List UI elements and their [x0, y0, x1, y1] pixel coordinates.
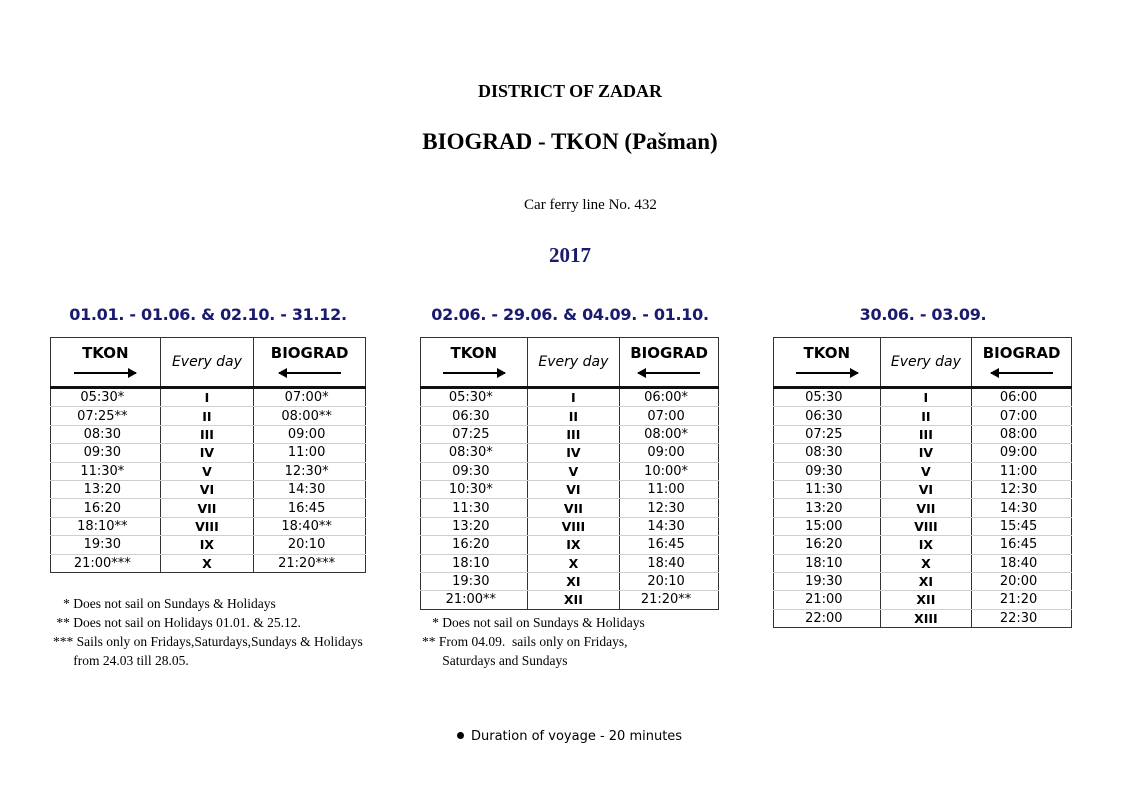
- trip-number: IX: [160, 536, 254, 554]
- table-row: [774, 591, 1072, 609]
- departure-biograd: 16:45: [254, 499, 366, 517]
- departure-biograd: 21:20**: [620, 591, 719, 609]
- timetable-1: [50, 337, 366, 573]
- departure-tkon: 11:30*: [51, 462, 161, 480]
- arrow-left-icon: [991, 368, 1053, 378]
- arrow-right-icon: [74, 368, 136, 378]
- trip-number: VIII: [160, 517, 254, 535]
- footnote: *** Sails only on Fridays,Saturdays,Sundays & Holidays: [53, 634, 363, 649]
- departure-biograd: 06:00*: [620, 388, 719, 407]
- departure-biograd: 08:00*: [620, 425, 719, 443]
- table-row: [421, 480, 719, 498]
- departure-tkon: 22:00: [774, 609, 881, 627]
- table-row: [51, 462, 366, 480]
- header-tkon: [421, 338, 528, 388]
- departure-biograd: 14:30: [620, 517, 719, 535]
- table-row: [774, 425, 1072, 443]
- route-title: BIOGRAD - TKON (Pašman): [422, 129, 718, 154]
- departure-tkon: 05:30: [774, 388, 881, 407]
- table-row: [421, 444, 719, 462]
- trip-number: XIII: [880, 609, 972, 627]
- departure-tkon: 07:25: [421, 425, 528, 443]
- trip-number: V: [880, 462, 972, 480]
- departure-biograd: 06:00: [972, 388, 1072, 407]
- header-every-day: Every day: [880, 338, 972, 388]
- table-row: [51, 388, 366, 407]
- trip-number: VII: [160, 499, 254, 517]
- period-heading-2: 02.06. - 29.06. & 04.09. - 01.10.: [431, 305, 709, 324]
- header-biograd: [972, 338, 1072, 388]
- trip-number: I: [527, 388, 620, 407]
- departure-biograd: 20:10: [254, 536, 366, 554]
- table-row: [51, 444, 366, 462]
- trip-number: XI: [880, 572, 972, 590]
- trip-number: VII: [880, 499, 972, 517]
- departure-tkon: 08:30*: [421, 444, 528, 462]
- table-row: [421, 517, 719, 535]
- table-row: [421, 407, 719, 425]
- table-row: [51, 480, 366, 498]
- departure-biograd: 22:30: [972, 609, 1072, 627]
- table-row: [774, 480, 1072, 498]
- departure-tkon: 11:30: [421, 499, 528, 517]
- footnote: * Does not sail on Sundays & Holidays: [53, 596, 276, 611]
- departure-biograd: 16:45: [972, 536, 1072, 554]
- table-row: [774, 388, 1072, 407]
- trip-number: VII: [527, 499, 620, 517]
- bullet-icon: [457, 732, 464, 739]
- arrow-left-icon: [638, 368, 700, 378]
- departure-tkon: 18:10: [421, 554, 528, 572]
- table-row: [774, 609, 1072, 627]
- trip-number: IV: [527, 444, 620, 462]
- table-row: [51, 425, 366, 443]
- departure-biograd: 20:10: [620, 572, 719, 590]
- header-label: TKON: [450, 344, 498, 362]
- header-biograd: [254, 338, 366, 388]
- departure-tkon: 21:00: [774, 591, 881, 609]
- table-row: [421, 572, 719, 590]
- table-row: [421, 554, 719, 572]
- trip-number: VIII: [527, 517, 620, 535]
- departure-tkon: 16:20: [51, 499, 161, 517]
- departure-biograd: 21:20***: [254, 554, 366, 572]
- header-tkon: [51, 338, 161, 388]
- departure-biograd: 10:00*: [620, 462, 719, 480]
- header-label: BIOGRAD: [982, 344, 1061, 362]
- arrow-right-icon: [443, 368, 505, 378]
- table-row: [51, 554, 366, 572]
- departure-tkon: 11:30: [774, 480, 881, 498]
- departure-tkon: 16:20: [774, 536, 881, 554]
- departure-tkon: 13:20: [421, 517, 528, 535]
- departure-tkon: 16:20: [421, 536, 528, 554]
- departure-tkon: 08:30: [774, 444, 881, 462]
- departure-biograd: 18:40: [972, 554, 1072, 572]
- departure-biograd: 18:40**: [254, 517, 366, 535]
- footnote: ** Does not sail on Holidays 01.01. & 25.12.: [53, 615, 301, 630]
- table-row: [774, 554, 1072, 572]
- period-heading-1: 01.01. - 01.06. & 02.10. - 31.12.: [69, 305, 347, 324]
- footnotes-1: [53, 594, 363, 670]
- departure-tkon: 09:30: [774, 462, 881, 480]
- trip-number: VI: [527, 480, 620, 498]
- header-label: TKON: [803, 344, 851, 362]
- table-row: [51, 407, 366, 425]
- table-row: [421, 591, 719, 609]
- table-row: [51, 536, 366, 554]
- table-row: [774, 517, 1072, 535]
- departure-tkon: 18:10**: [51, 517, 161, 535]
- footnotes-2: [422, 613, 645, 670]
- table-row: [774, 499, 1072, 517]
- header-every-day: Every day: [527, 338, 620, 388]
- table-row: [421, 425, 719, 443]
- departure-tkon: 13:20: [774, 499, 881, 517]
- departure-tkon: 06:30: [421, 407, 528, 425]
- footnote: ** From 04.09. sails only on Fridays,: [422, 634, 628, 649]
- departure-biograd: 11:00: [972, 462, 1072, 480]
- departure-biograd: 14:30: [254, 480, 366, 498]
- trip-number: VI: [880, 480, 972, 498]
- departure-biograd: 21:20: [972, 591, 1072, 609]
- departure-tkon: 10:30*: [421, 480, 528, 498]
- departure-biograd: 12:30: [972, 480, 1072, 498]
- trip-number: I: [880, 388, 972, 407]
- trip-number: VI: [160, 480, 254, 498]
- table-row: [51, 499, 366, 517]
- timetable-2: [420, 337, 719, 610]
- departure-biograd: 11:00: [620, 480, 719, 498]
- departure-tkon: 06:30: [774, 407, 881, 425]
- departure-tkon: 19:30: [774, 572, 881, 590]
- departure-tkon: 19:30: [421, 572, 528, 590]
- departure-tkon: 08:30: [51, 425, 161, 443]
- year-heading: 2017: [549, 243, 591, 267]
- arrow-right-icon: [796, 368, 858, 378]
- departure-tkon: 09:30: [51, 444, 161, 462]
- departure-biograd: 14:30: [972, 499, 1072, 517]
- header-biograd: [620, 338, 719, 388]
- departure-tkon: 07:25**: [51, 407, 161, 425]
- trip-number: IX: [527, 536, 620, 554]
- departure-tkon: 13:20: [51, 480, 161, 498]
- header-tkon: [774, 338, 881, 388]
- line-number: Car ferry line No. 432: [524, 197, 657, 213]
- departure-tkon: 21:00**: [421, 591, 528, 609]
- table-row: [421, 499, 719, 517]
- header-label: BIOGRAD: [270, 344, 349, 362]
- departure-biograd: 20:00: [972, 572, 1072, 590]
- timetable-3: [773, 337, 1072, 628]
- trip-number: II: [160, 407, 254, 425]
- departure-tkon: 07:25: [774, 425, 881, 443]
- table-row: [421, 388, 719, 407]
- departure-biograd: 07:00: [620, 407, 719, 425]
- footnote: from 24.03 till 28.05.: [53, 653, 189, 668]
- trip-number: V: [527, 462, 620, 480]
- trip-number: II: [880, 407, 972, 425]
- duration-note: [457, 729, 682, 744]
- arrow-left-icon: [279, 368, 341, 378]
- departure-biograd: 12:30*: [254, 462, 366, 480]
- district-title: DISTRICT OF ZADAR: [477, 81, 663, 101]
- footnote: Saturdays and Sundays: [422, 653, 568, 668]
- footnote: * Does not sail on Sundays & Holidays: [422, 615, 645, 630]
- departure-biograd: 18:40: [620, 554, 719, 572]
- departure-biograd: 12:30: [620, 499, 719, 517]
- trip-number: X: [160, 554, 254, 572]
- trip-number: X: [880, 554, 972, 572]
- trip-number: I: [160, 388, 254, 407]
- departure-tkon: 18:10: [774, 554, 881, 572]
- trip-number: X: [527, 554, 620, 572]
- trip-number: III: [527, 425, 620, 443]
- departure-biograd: 15:45: [972, 517, 1072, 535]
- trip-number: IX: [880, 536, 972, 554]
- trip-number: V: [160, 462, 254, 480]
- departure-biograd: 07:00*: [254, 388, 366, 407]
- trip-number: IV: [880, 444, 972, 462]
- trip-number: XII: [880, 591, 972, 609]
- header-label: BIOGRAD: [630, 344, 708, 362]
- departure-tkon: 05:30*: [51, 388, 161, 407]
- departure-biograd: 09:00: [620, 444, 719, 462]
- departure-biograd: 07:00: [972, 407, 1072, 425]
- table-row: [774, 444, 1072, 462]
- departure-biograd: 08:00**: [254, 407, 366, 425]
- trip-number: XI: [527, 572, 620, 590]
- departure-biograd: 09:00: [254, 425, 366, 443]
- departure-tkon: 21:00***: [51, 554, 161, 572]
- trip-number: VIII: [880, 517, 972, 535]
- departure-biograd: 08:00: [972, 425, 1072, 443]
- header-every-day: Every day: [160, 338, 254, 388]
- table-row: [774, 572, 1072, 590]
- table-row: [774, 462, 1072, 480]
- departure-biograd: 09:00: [972, 444, 1072, 462]
- trip-number: XII: [527, 591, 620, 609]
- table-row: [421, 536, 719, 554]
- departure-tkon: 19:30: [51, 536, 161, 554]
- table-row: [774, 407, 1072, 425]
- table-row: [51, 517, 366, 535]
- trip-number: III: [160, 425, 254, 443]
- header-label: TKON: [82, 344, 129, 362]
- period-heading-3: 30.06. - 03.09.: [859, 305, 987, 324]
- duration-text: Duration of voyage - 20 minutes: [471, 729, 683, 744]
- departure-tkon: 15:00: [774, 517, 881, 535]
- trip-number: IV: [160, 444, 254, 462]
- departure-biograd: 11:00: [254, 444, 366, 462]
- departure-tkon: 05:30*: [421, 388, 528, 407]
- departure-tkon: 09:30: [421, 462, 528, 480]
- trip-number: III: [880, 425, 972, 443]
- table-row: [421, 462, 719, 480]
- departure-biograd: 16:45: [620, 536, 719, 554]
- trip-number: II: [527, 407, 620, 425]
- table-row: [774, 536, 1072, 554]
